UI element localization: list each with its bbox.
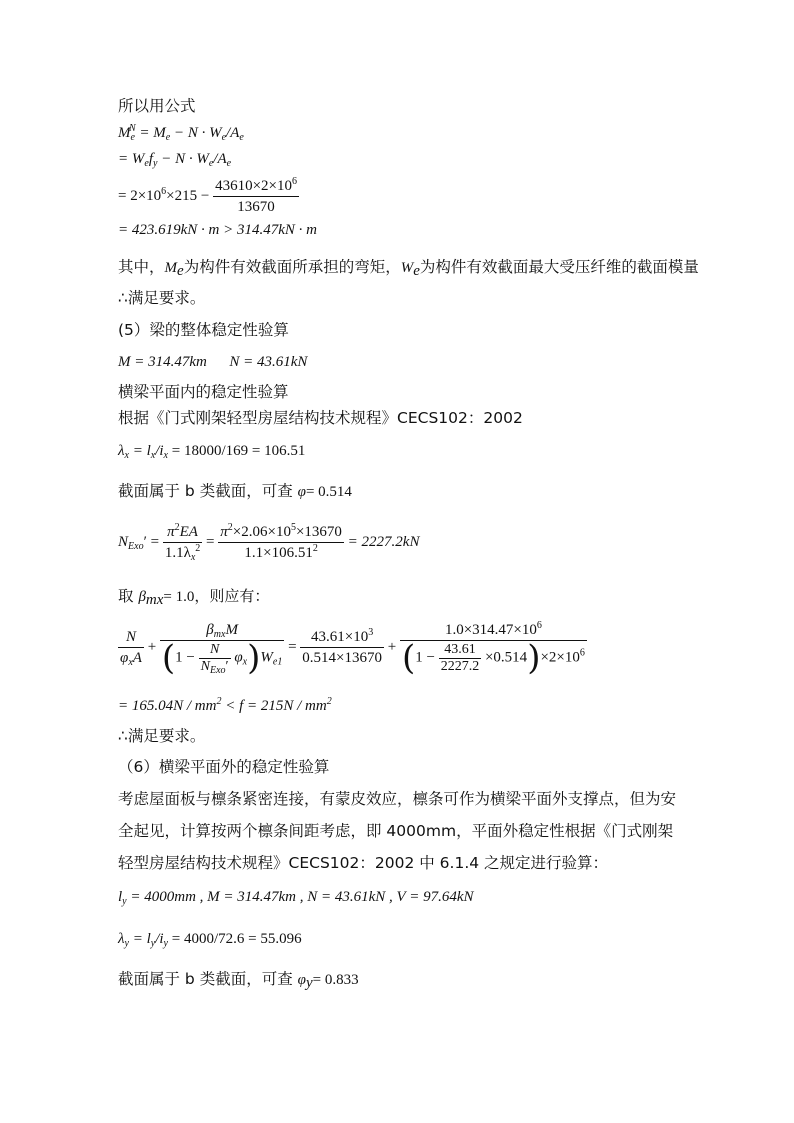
- section-heading: (5）梁的整体稳定性验算: [118, 321, 289, 339]
- text-line: ∴满足要求。: [118, 289, 206, 307]
- fraction: $\frac{43.61\times 10^3}{0.514\times 13670}$: [302, 627, 383, 666]
- formula-men-line2: = $W_ef_y - N \cdot W_e/A_e$: [118, 151, 232, 169]
- formula-stability: $\frac{N}{\varphi_xA}$ + $\beta_{mx}M$ (1 − $\frac{N}{N_{Exo}'}$ $\varphi_x)W_{e1}$ = $\frac{43.61\times 10^3}{0.514\times 13670}$ + $1.0\times 314.47\times 10^6$ (1 − $\frac{43.61}{2227.2}$ $\times 0.514)\times 2\times 10^6$: [120, 620, 585, 678]
- paragraph: 考虑屋面板与檩条紧密连接，有蒙皮效应，檩条可作为横梁平面外支撑点，但为安全起见，计算按两个檩条间距考虑，即 4000mm，平面外稳定性根据《门式刚架轻型房屋结构技术规程》CECS102：2002 中 6.1.4 之规定进行验算：: [118, 790, 677, 872]
- formula-stability-result: = $165.04N / mm^2 < f = 215N / mm^2$: [118, 696, 332, 714]
- text-line: ∴满足要求。: [118, 727, 206, 745]
- text-line-qizhong: 其中，$M_e$为构件有效截面所承担的弯矩，$W_e$为构件有效截面最大受压纤维的截面模量: [118, 258, 699, 279]
- formula-line: M = 314.47km N = 43.61kN: [118, 354, 308, 370]
- fraction: $1.0\times 314.47\times 10^6$ (1 − $\frac{43.61}{2227.2}$ $\times 0.514)\times 2\times 10^6$: [401, 620, 585, 678]
- text-line: 所以用公式: [118, 97, 196, 115]
- formula-men-line4: = 423.619kN · m > 314.47kN · m: [118, 222, 317, 238]
- subsection-heading: 横梁平面内的稳定性验算: [118, 383, 289, 401]
- fraction: $\beta_{mx}M$ (1 − $\frac{N}{N_{Exo}'}$ $\varphi_x)W_{e1}$: [161, 622, 283, 678]
- text-line-phiy: 截面属于 b 类截面，可查 $\varphi_y= 0.833$: [118, 970, 359, 991]
- text-line: 根据《门式刚架轻型房屋结构技术规程》CECS102：2002: [118, 409, 523, 427]
- formula-lambda-y: $\lambda_y = l_y/i_y = 4000/72.6 = 55.096$: [118, 931, 302, 949]
- section-heading: （6）横梁平面外的稳定性验算: [118, 758, 330, 776]
- text-line-phi: 截面属于 b 类截面，可查 φ= 0.514: [118, 482, 352, 500]
- text-line-beta: 取 $\beta_{mx}= 1.0$，则应有：: [118, 587, 270, 608]
- fraction: $\frac{\pi^2EA}{1.1\lambda_x^2}$: [164, 522, 201, 563]
- fraction: $\frac{43610\times 2\times 10^6}{13670}$: [215, 176, 298, 215]
- formula-ly: $l_y = 4000mm$ , M = 314.47km , N = 43.61kN , V = 97.64kN: [118, 889, 474, 907]
- formula-lambda-x: $\lambda_x = l_x/i_x = 18000/169 = 106.51$: [118, 443, 306, 461]
- fraction: $\frac{\pi^2\times 2.06\times 10^5\times 13670}{1.1\times 106.51^2}$: [220, 522, 342, 561]
- formula-nexo: $N_{Exo}'$ = $\frac{\pi^2EA}{1.1\lambda_x^2}$ = $\frac{\pi^2\times 2.06\times 10^5\times 13670}{1.1\times 106.51^2}$ = 2227.2kN: [118, 522, 420, 563]
- formula-men-line3: = $2\times 10^6\times 215$ − $\frac{43610\times 2\times 10^6}{13670}$: [118, 176, 298, 215]
- formula-men-line1: $M_e^N = M_e - N \cdot W_e/A_e$: [118, 123, 244, 143]
- fraction: $\frac{N}{\varphi_xA}$: [120, 629, 142, 668]
